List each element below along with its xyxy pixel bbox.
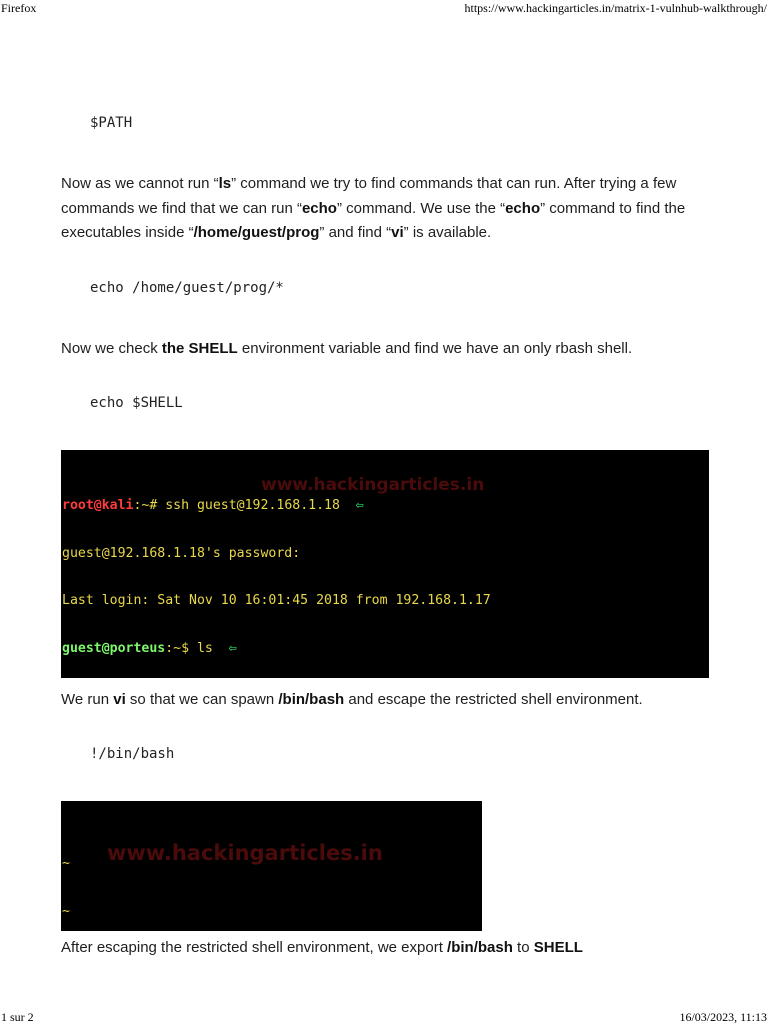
terminal-screenshot-vi xyxy=(61,801,482,931)
terminal-screenshot-rbash xyxy=(61,450,709,678)
vi-empty-line: ~ xyxy=(62,855,70,871)
code-echo-shell: echo $SHELL xyxy=(90,395,183,411)
code-bin-bash: !/bin/bash xyxy=(90,746,175,762)
print-header xyxy=(0,1,768,17)
terminal-line: guest@porteus:~$ ls ⇦ xyxy=(62,640,237,656)
paragraph-run-vi: We run vi so that we can spawn /bin/bash and escape the restricted shell environment. xyxy=(61,691,643,708)
paragraph-check-shell: Now we check the SHELL environment variable and find we have an only rbash shell. xyxy=(61,340,633,357)
vi-empty-line: ~ xyxy=(62,904,70,920)
terminal-line: root@kali:~# ssh guest@192.168.1.18 ⇦ xyxy=(62,498,364,514)
page-url[interactable]: https://www.hackingarticles.in/matrix-1-vulnhub-walkthrough/ xyxy=(464,1,767,15)
code-echo-prog: echo /home/guest/prog/* xyxy=(90,280,284,296)
paragraph-export-shell: After escaping the restricted shell environment, we export /bin/bash to SHELL xyxy=(61,939,583,956)
watermark: www.hackingarticles.in xyxy=(261,475,485,495)
left-arrow-icon: ⇦ xyxy=(355,498,364,514)
terminal-line: Last login: Sat Nov 10 16:01:45 2018 from 192.168.1.17 xyxy=(62,593,491,609)
browser-name: Firefox xyxy=(1,1,37,15)
code-path: $PATH xyxy=(90,115,133,131)
page-number: 1 sur 2 xyxy=(1,1010,34,1024)
left-arrow-icon: ⇦ xyxy=(228,640,237,656)
paragraph-find-commands: Now as we cannot run “ls” command we try to find commands that can run. After trying a few commands we find that we can run “echo” command. We use the “echo” command to find the executables inside “/home/guest/prog” and find “vi” is available. xyxy=(61,175,686,241)
watermark: www.hackingarticles.in xyxy=(107,841,383,865)
print-datetime: 16/03/2023, 11:13 xyxy=(679,1010,767,1024)
terminal-line: guest@192.168.1.18's password: xyxy=(62,545,301,561)
